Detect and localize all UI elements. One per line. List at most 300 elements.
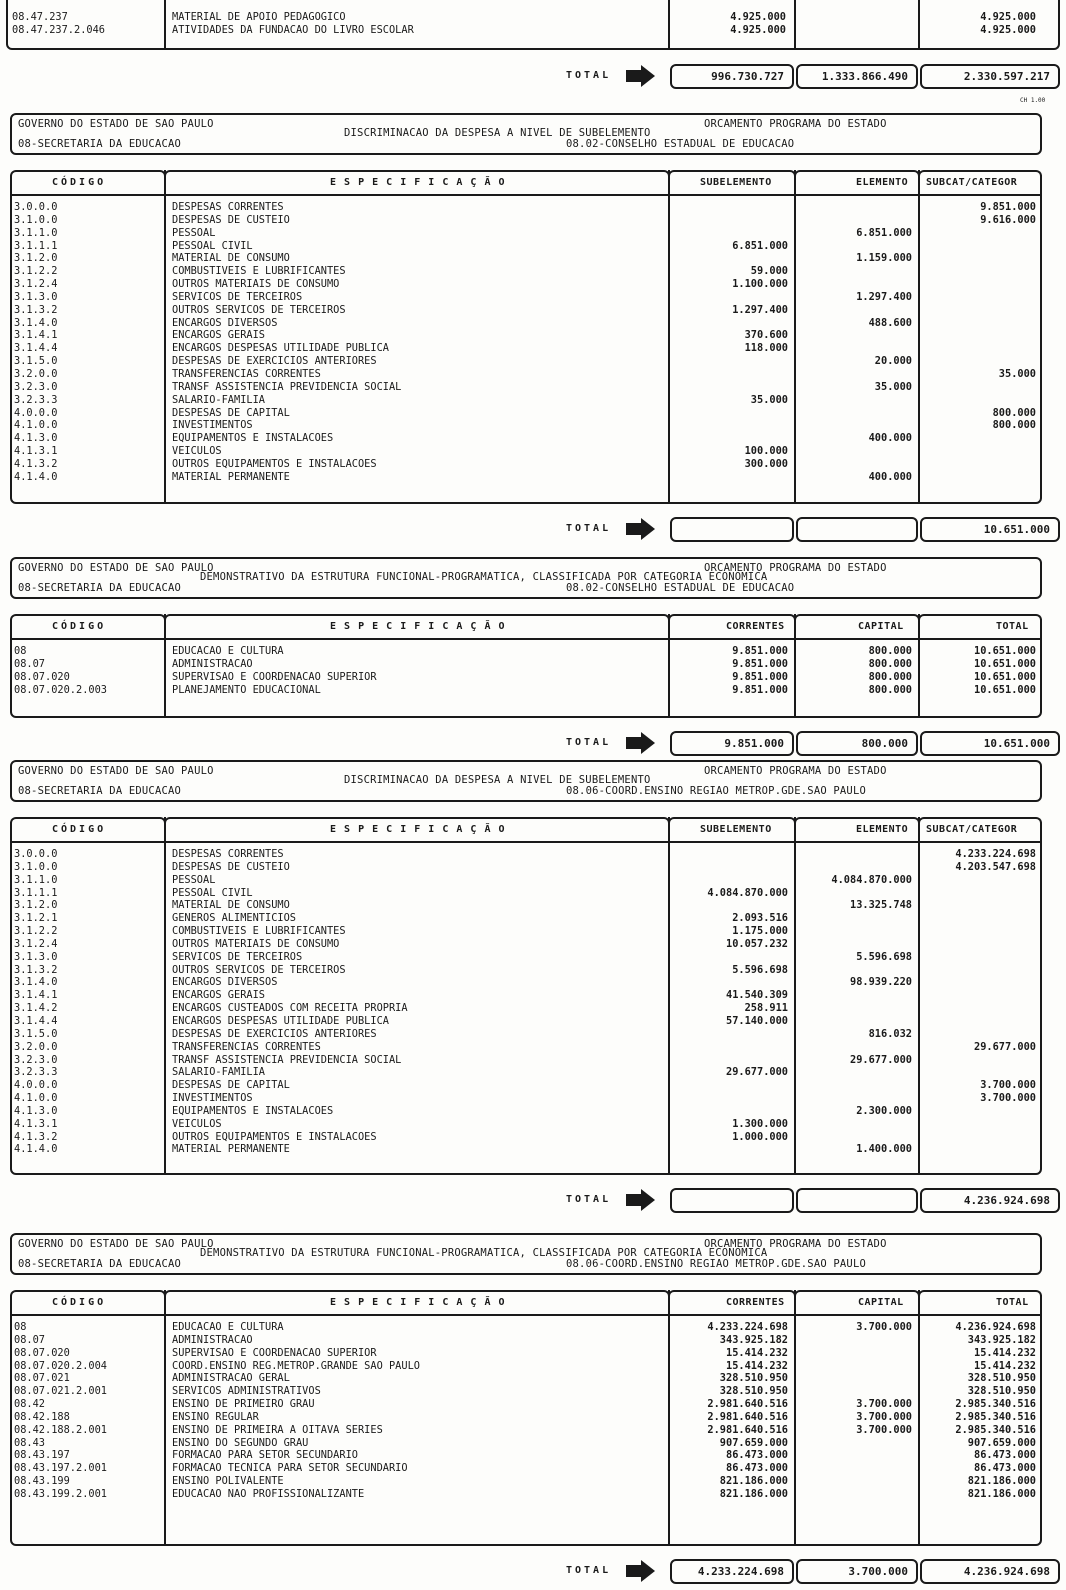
cat-cell [922,1131,1036,1144]
total-value-capital: 1.333.866.490 [821,70,908,83]
header-left-top: GOVERNO DO ESTADO DE SAO PAULO [18,118,214,130]
ele-cell: 400.000 [868,432,912,445]
sub-cell: 29.677.000 [726,1066,788,1079]
ele-cell [798,329,912,342]
correntes-cell: 15.414.232 [726,1346,788,1359]
column-divider [794,817,796,1175]
cat-cell [922,951,1036,964]
sub-cell: 5.596.698 [732,963,788,976]
total-cell: 4.236.924.698 [955,1321,1036,1333]
codigo-cell: 3.1.0.0 [14,860,58,873]
total-cell: 907.659.000 [967,1436,1036,1449]
codigo-cell: 3.2.3.3 [14,393,58,406]
total-cell: 821.186.000 [967,1475,1036,1488]
column-header-label: CÓDIGO [52,1297,107,1308]
ele-cell [798,458,912,471]
cat-cell [922,1002,1036,1015]
total-value-total: 2.330.597.217 [963,70,1050,83]
cat-cell [922,1028,1036,1041]
ele-cell [798,1079,912,1092]
sub-cell [672,471,788,484]
column-divider [794,1290,796,1546]
capital-cell [798,1360,912,1373]
column-divider [918,170,920,504]
header-right-top: ORCAMENTO PROGRAMA DO ESTADO [704,118,887,130]
codigo-cell: 08 [14,1321,27,1333]
especificacao-cell: PESSOAL [172,226,216,239]
ele-cell: 816.032 [868,1027,912,1040]
sub-cell: 2.093.516 [732,912,788,925]
correntes-cell: 821.186.000 [719,1487,788,1500]
especificacao-cell: GENEROS ALIMENTICIOS [172,912,296,925]
especificacao-cell: PESSOAL CIVIL [172,239,253,252]
cat-cell [922,278,1036,291]
ele-cell: 1.159.000 [856,252,912,265]
sub-cell: 258.911 [744,1002,788,1015]
column-divider [164,1290,166,1546]
column-header-label: E S P E C I F I C A Ç Ã O [330,1297,506,1308]
especificacao-cell: ENCARGOS DIVERSOS [172,316,278,329]
cat-cell [922,317,1036,330]
cat-cell [922,1066,1036,1079]
especificacao-cell: EQUIPAMENTOS E INSTALACOES [172,1104,334,1117]
codigo-cell: 3.1.1.1 [14,239,58,252]
cat-cell [922,471,1036,484]
codigo-cell: 4.1.3.0 [14,432,58,445]
total-value-correntes: 996.730.727 [711,70,784,83]
codigo-column [14,201,162,484]
column-header-label: E S P E C I F I C A Ç Ã O [330,824,506,835]
cat-cell [922,291,1036,304]
especificacao-cell: ENSINO REGULAR [172,1410,259,1423]
header-center: DEMONSTRATIVO DA ESTRUTURA FUNCIONAL-PROGRAMATICA, CLASSIFICADA POR CATEGORIA ECONOMICA [200,571,768,583]
correntes-cell: 86.473.000 [726,1449,788,1462]
header-left-top: GOVERNO DO ESTADO DE SAO PAULO [18,1238,214,1250]
correntes-cell: 907.659.000 [719,1436,788,1449]
column-header-label: SUBELEMENTO [700,824,772,835]
codigo-cell: 3.1.5.0 [14,355,58,368]
cat-cell [922,227,1036,240]
column-header-label: TOTAL [996,621,1029,632]
sub-cell [672,1054,788,1067]
header-left-bottom: 08-SECRETARIA DA EDUCACAO [18,582,182,594]
ele-cell: 20.000 [874,355,912,368]
capital-cell [798,24,910,37]
sub-cell [672,1092,788,1105]
column-divider [164,817,166,1175]
column-divider [164,170,166,504]
especificacao-cell: INVESTIMENTOS [172,419,253,432]
codigo-cell: 3.1.3.2 [14,303,58,316]
codigo-cell: 08.07 [14,657,45,670]
codigo-cell: 08.42.188 [14,1410,70,1423]
ele-cell [798,240,912,253]
column-header-label: TOTAL [996,1297,1029,1308]
ele-cell [798,1015,912,1028]
ele-cell: 6.851.000 [856,226,912,239]
codigo-cell: 08.07.021 [14,1372,70,1385]
sub-cell [672,407,788,420]
ele-cell [798,445,912,458]
codigo-cell: 3.2.3.3 [14,1066,58,1079]
ele-cell: 29.677.000 [850,1053,912,1066]
correntes-cell: 2.981.640.516 [707,1423,788,1436]
cat-cell [922,1105,1036,1118]
cat-cell [922,912,1036,925]
especificacao-cell: FORMACAO PARA SETOR SECUNDARIO [172,1449,358,1462]
cat-cell: 3.700.000 [980,1092,1036,1105]
capital-cell [798,1347,912,1360]
header-center: DEMONSTRATIVO DA ESTRUTURA FUNCIONAL-PROGRAMATICA, CLASSIFICADA POR CATEGORIA ECONOMICA [200,1247,768,1259]
total-value-total: 10.651.000 [983,737,1050,750]
codigo-cell: 4.1.3.2 [14,457,58,470]
total-value-cat: 4.236.924.698 [963,1194,1050,1207]
total-cell: 4.925.000 [980,23,1036,36]
especificacao-cell: MATERIAL DE CONSUMO [172,252,290,265]
codigo-cell: 08.07.020 [14,1346,70,1359]
total-cell: 2.985.340.516 [955,1398,1036,1411]
codigo-cell: 3.1.2.4 [14,937,58,950]
total-cell: 328.510.950 [967,1385,1036,1398]
sub-cell: 1.300.000 [732,1117,788,1130]
especificacao-cell: DESPESAS DE EXERCICIOS ANTERIORES [172,355,377,368]
sub-cell: 100.000 [744,445,788,458]
sub-cell [672,874,788,887]
especificacao-cell: ENCARGOS CUSTEADOS COM RECEITA PROPRIA [172,1002,408,1015]
especificacao-cell: TRANSF ASSISTENCIA PREVIDENCIA SOCIAL [172,380,402,393]
capital-cell [798,11,910,24]
codigo-cell: 4.1.3.1 [14,1117,58,1130]
especificacao-cell: DESPESAS DE CUSTEIO [172,213,290,226]
codigo-cell: 08.07.020 [14,670,70,683]
ele-cell [798,342,912,355]
especificacao-cell: ENSINO POLIVALENTE [172,1475,284,1488]
total-cell: 15.414.232 [974,1359,1036,1372]
especificacao-cell: ATIVIDADES DA FUNDACAO DO LIVRO ESCOLAR [172,23,414,36]
column-divider [668,817,670,1175]
codigo-cell: 3.1.2.2 [14,265,58,278]
codigo-cell: 08.43 [14,1436,45,1449]
sub-cell [672,381,788,394]
codigo-cell: 3.1.0.0 [14,213,58,226]
ele-column [798,848,912,1156]
correntes-cell: 4.925.000 [730,11,786,23]
especificacao-cell: PESSOAL CIVIL [172,886,253,899]
correntes-cell: 821.186.000 [719,1475,788,1488]
header-right-bottom: 08.02-CONSELHO ESTADUAL DE EDUCACAO [566,138,795,150]
codigo-column [14,848,162,1156]
especificacao-cell: ENCARGOS DESPESAS UTILIDADE PUBLICA [172,342,389,355]
sub-cell [672,1079,788,1092]
sub-cell: 35.000 [750,393,788,406]
correntes-cell: 86.473.000 [726,1462,788,1475]
sub-column [672,201,788,484]
cat-cell [922,874,1036,887]
capital-cell: 3.700.000 [856,1321,912,1333]
sub-cell [672,1041,788,1054]
sub-cell: 300.000 [744,457,788,470]
especificacao-column [172,848,662,1156]
codigo-cell: 3.2.0.0 [14,1040,58,1053]
ele-cell: 488.600 [868,316,912,329]
total-cell: 86.473.000 [974,1449,1036,1462]
codigo-cell: 3.1.4.2 [14,1002,58,1015]
correntes-cell: 328.510.950 [719,1372,788,1385]
arrow-right-icon [626,1189,656,1211]
cat-cell [922,445,1036,458]
especificacao-cell: MATERIAL DE APOIO PEDAGOGICO [172,11,346,23]
codigo-cell: 3.1.1.0 [14,226,58,239]
sub-cell: 1.100.000 [732,278,788,291]
column-divider [918,817,920,1175]
correntes-cell: 15.414.232 [726,1359,788,1372]
especificacao-cell: OUTROS MATERIAIS DE CONSUMO [172,937,340,950]
header-right-top: ORCAMENTO PROGRAMA DO ESTADO [704,562,887,574]
column-divider [794,614,796,718]
ele-cell: 400.000 [868,470,912,483]
cat-cell [922,394,1036,407]
especificacao-cell: EDUCACAO E CULTURA [172,1321,284,1333]
ele-cell [798,1066,912,1079]
sub-cell [672,419,788,432]
codigo-cell: 3.1.5.0 [14,1027,58,1040]
sub-cell [672,201,788,214]
especificacao-cell: PESSOAL [172,873,216,886]
codigo-cell: 3.2.0.0 [14,367,58,380]
capital-cell [798,1475,912,1488]
ele-cell: 4.084.870.000 [831,873,912,886]
sub-cell: 41.540.309 [726,989,788,1002]
sub-cell [672,1143,788,1156]
especificacao-cell: EQUIPAMENTOS E INSTALACOES [172,432,334,445]
cat-cell [922,329,1036,342]
column-header-label: CORRENTES [726,621,785,632]
total-column [922,645,1036,696]
especificacao-cell: SALARIO-FAMILIA [172,393,265,406]
header-left-bottom: 08-SECRETARIA DA EDUCACAO [18,1258,182,1270]
capital-cell [798,1488,912,1501]
codigo-cell: 08.07.020.2.003 [14,683,107,696]
codigo-cell: 3.1.3.2 [14,963,58,976]
codigo-cell: 3.1.4.1 [14,329,58,342]
capital-cell [798,1334,912,1347]
cat-cell [922,252,1036,265]
column-header-label: CAPITAL [858,1297,904,1308]
total-cell: 2.985.340.516 [955,1410,1036,1423]
sub-cell [672,214,788,227]
ele-cell [798,394,912,407]
codigo-cell: 4.1.0.0 [14,1092,58,1105]
column-divider [668,614,670,718]
ele-cell: 5.596.698 [856,950,912,963]
codigo-cell: 3.1.4.0 [14,976,58,989]
column-divider [918,1290,920,1546]
capital-column [798,1321,912,1501]
sub-cell [672,976,788,989]
correntes-column [672,1321,788,1501]
total-value-total: 4.236.924.698 [963,1565,1050,1578]
header-left-top: GOVERNO DO ESTADO DE SAO PAULO [18,765,214,777]
codigo-cell: 3.0.0.0 [14,201,58,213]
especificacao-cell: MATERIAL PERMANENTE [172,1143,290,1156]
total-value-cat: 10.651.000 [983,523,1050,536]
cat-cell [922,989,1036,1002]
sub-cell [672,951,788,964]
especificacao-cell: SERVICOS ADMINISTRATIVOS [172,1385,321,1398]
sub-cell [672,861,788,874]
especificacao-cell: DESPESAS DE EXERCICIOS ANTERIORES [172,1027,377,1040]
cat-cell [922,899,1036,912]
header-right-bottom: 08.06-COORD.ENSINO REGIAO METROP.GDE.SAO PAULO [566,1258,866,1270]
especificacao-cell: SERVICOS DE TERCEIROS [172,290,303,303]
ele-cell: 35.000 [874,380,912,393]
especificacao-cell: SUPERVISAO E COORDENACAO SUPERIOR [172,1346,377,1359]
capital-cell: 3.700.000 [856,1398,912,1411]
especificacao-cell: OUTROS EQUIPAMENTOS E INSTALACOES [172,1130,377,1143]
column-divider [918,614,920,718]
codigo-cell: 08.43.199 [14,1475,70,1488]
correntes-cell: 4.925.000 [730,23,786,36]
codigo-cell: 3.2.3.0 [14,1053,58,1066]
especificacao-cell: COMBUSTIVEIS E LUBRIFICANTES [172,265,346,278]
sub-cell [672,368,788,381]
codigo-cell: 3.1.2.2 [14,925,58,938]
codigo-cell: 4.1.3.0 [14,1104,58,1117]
ele-cell [798,278,912,291]
especificacao-cell: ENCARGOS DIVERSOS [172,976,278,989]
especificacao-cell: COMBUSTIVEIS E LUBRIFICANTES [172,925,346,938]
especificacao-cell: OUTROS MATERIAIS DE CONSUMO [172,278,340,291]
especificacao-cell: INVESTIMENTOS [172,1092,253,1105]
column-header-label: CÓDIGO [52,177,107,188]
especificacao-cell: TRANSF ASSISTENCIA PREVIDENCIA SOCIAL [172,1053,402,1066]
header-right-top: ORCAMENTO PROGRAMA DO ESTADO [704,1238,887,1250]
codigo-column [14,1321,162,1501]
codigo-cell: 3.2.3.0 [14,380,58,393]
especificacao-cell: VEICULOS [172,1117,222,1130]
cat-cell [922,964,1036,977]
especificacao-cell: FORMACAO TECNICA PARA SETOR SECUNDARIO [172,1462,408,1475]
cat-column [922,848,1036,1156]
total-cell: 4.925.000 [980,11,1036,23]
especificacao-cell: TRANSFERENCIAS CORRENTES [172,1040,321,1053]
especificacao-cell: OUTROS SERVICOS DE TERCEIROS [172,303,346,316]
especificacao-cell: DESPESAS DE CUSTEIO [172,860,290,873]
total-column [922,1321,1036,1501]
correntes-cell: 343.925.182 [719,1333,788,1346]
codigo-cell: 3.0.0.0 [14,848,58,860]
codigo-cell: 08.47.237.2.046 [12,23,105,36]
ele-cell [798,214,912,227]
total-value-correntes: 4.233.224.698 [697,1565,784,1578]
ele-cell [798,964,912,977]
ele-cell [798,1002,912,1015]
codigo-cell: 3.1.4.1 [14,989,58,1002]
codigo-cell: 3.1.1.1 [14,886,58,899]
codigo-cell: 3.1.3.0 [14,290,58,303]
total-cell: 86.473.000 [974,1462,1036,1475]
codigo-cell: 08.07 [14,1333,45,1346]
header-right-bottom: 08.06-COORD.ENSINO REGIAO METROP.GDE.SAO PAULO [566,785,866,797]
column-header-label: CORRENTES [726,1297,785,1308]
ele-cell [798,1041,912,1054]
ele-cell [798,848,912,861]
especificacao-cell: OUTROS EQUIPAMENTOS E INSTALACOES [172,457,377,470]
especificacao-cell: SUPERVISAO E COORDENACAO SUPERIOR [172,670,377,683]
sub-cell [672,355,788,368]
ele-cell [798,912,912,925]
total-label: TOTAL [566,70,612,81]
especificacao-cell: DESPESAS DE CAPITAL [172,1079,290,1092]
ele-cell: 2.300.000 [856,1104,912,1117]
especificacao-cell: EDUCACAO E CULTURA [172,645,284,657]
column-header-label: CÓDIGO [52,824,107,835]
sub-cell [672,899,788,912]
total-cell: 328.510.950 [967,1372,1036,1385]
ele-cell [798,201,912,214]
sub-cell: 57.140.000 [726,1014,788,1027]
column-header-label: E S P E C I F I C A Ç Ã O [330,177,506,188]
sub-cell: 118.000 [744,342,788,355]
cat-cell: 9.616.000 [980,213,1036,226]
codigo-cell: 3.1.2.1 [14,912,58,925]
codigo-cell: 3.1.4.4 [14,1014,58,1027]
codigo-cell: 3.1.4.0 [14,316,58,329]
sub-cell: 6.851.000 [732,239,788,252]
ele-cell [798,989,912,1002]
total-value-capital: 3.700.000 [848,1565,908,1578]
total-box [796,1188,918,1213]
capital-cell [798,1462,912,1475]
header-left-top: GOVERNO DO ESTADO DE SAO PAULO [18,562,214,574]
capital-cell [798,1385,912,1398]
total-cell: 10.651.000 [974,683,1036,696]
ele-cell [798,1118,912,1131]
sub-cell: 1.175.000 [732,925,788,938]
sub-cell [672,1028,788,1041]
capital-cell: 800.000 [868,683,912,696]
total-box [670,1188,794,1213]
especificacao-cell: DESPESAS DE CAPITAL [172,406,290,419]
cat-cell: 29.677.000 [974,1040,1036,1053]
especificacao-cell: TRANSFERENCIAS CORRENTES [172,367,321,380]
sub-cell [672,252,788,265]
ele-cell [798,887,912,900]
total-label: TOTAL [566,523,612,534]
cat-cell: 4.233.224.698 [955,848,1036,860]
column-header-label: SUBCAT/CATEGOR [926,177,1018,188]
correntes-cell: 9.851.000 [732,670,788,683]
especificacao-cell: ENCARGOS GERAIS [172,989,265,1002]
ele-cell [798,1092,912,1105]
arrow-right-icon [626,518,656,540]
capital-cell [798,1437,912,1450]
total-cell: 343.925.182 [967,1333,1036,1346]
sub-cell [672,227,788,240]
ele-cell [798,419,912,432]
cat-cell: 9.851.000 [980,201,1036,213]
cat-cell [922,1054,1036,1067]
total-label: TOTAL [566,1565,612,1576]
column-header-label: ELEMENTO [856,177,909,188]
especificacao-cell: DESPESAS CORRENTES [172,201,284,213]
correntes-cell: 9.851.000 [732,683,788,696]
column-divider [668,170,670,504]
especificacao-cell: VEICULOS [172,445,222,458]
ele-cell [798,938,912,951]
column-divider [164,614,166,718]
column-divider [794,170,796,504]
